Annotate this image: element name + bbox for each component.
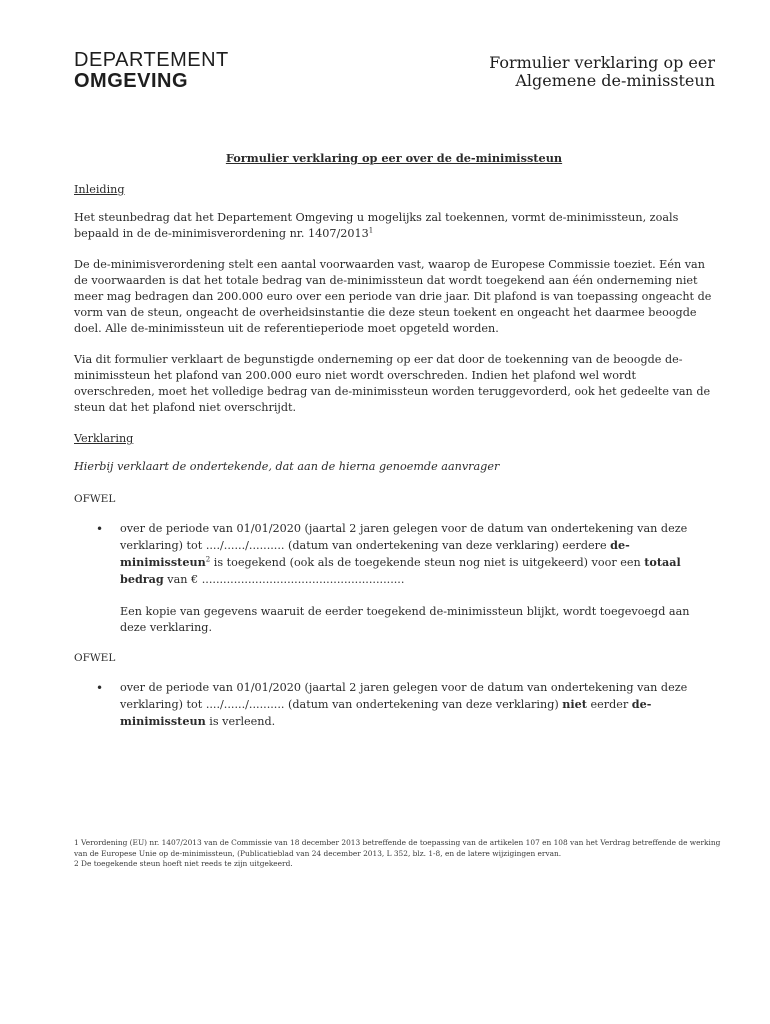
logo-line-department: DEPARTEMENT: [74, 49, 229, 71]
document-body: [74, 150, 714, 744]
option-2-text: [120, 680, 714, 730]
footnotes: [74, 838, 724, 870]
intro-paragraph-1: [74, 210, 714, 242]
option-2-part-a: over de periode van 01/01/2020 (jaartal 2 jaren gelegen voor de datum van ondertekening van deze verklaring) tot ..../....../.......... (datum van ondertekening van deze verklaring): [120, 681, 688, 711]
footnote-1: 1 Verordening (EU) nr. 1407/2013 van de Commissie van 18 december 2013 betreffende de toepassing van de artikelen 107 en 108 van het Verdrag betreffende de werking van de Europese Unie op de-minimissteun, (Publicatieblad van 24 december 2013, L 352, blz. 1-8, en de latere wijzigingen ervan.: [74, 838, 721, 858]
intro-paragraph-2: De de-minimisverordening stelt een aantal voorwaarden vast, waarop de Europese Commissie toeziet. Eén van de voorwaarden is dat het totale bedrag van de-minimissteun dat wordt toegekend aan één onderneming niet meer mag bedragen dan 200.000 euro over een periode van drie jaar. Dit plafond is van toepassing ongeacht de vorm van de steun, ongeacht de overheidsinstantie die deze steun toekent en ongeacht het daarmee beoogde doel. Alle de-minimissteun uit de referentieperiode moet opgeteld worden.: [74, 258, 712, 335]
option-2-bold-niet: niet: [562, 697, 587, 711]
option-1-amount-field: van € .........................................................: [163, 573, 405, 586]
intro-paragraph-3: Via dit formulier verklaart de begunstigde onderneming op eer dat door de toekenning van de beoogde de-minimissteun het plafond van 200.000 euro niet wordt overschreden. Indien het plafond wel wordt overschreden, moet het volledige bedrag van de-minimissteun worden teruggevorderd, ook het gedeelte van de steun dat het plafond niet overschrijdt.: [74, 353, 711, 414]
section-heading-verklaring: Verklaring: [74, 432, 134, 445]
logo-line-omgeving: OMGEVING: [74, 70, 189, 92]
footnote-2: 2 De toegekende steun hoeft niet reeds te zijn uitgekeerd.: [74, 859, 293, 868]
option-1-part-a: over de periode van 01/01/2020 (jaartal 2 jaren gelegen voor de datum van ondertekening van deze verklaring) tot ..../....../.......... (datum van ondertekening van deze verklaring) eerdere: [120, 522, 688, 552]
document-title-line2: Algemene de-minissteun: [515, 71, 715, 90]
footnote-ref-2: 2: [205, 555, 211, 564]
bullet-icon: •: [96, 522, 104, 536]
ofwel-label-2: OFWEL: [74, 652, 116, 664]
option-2-block: [74, 680, 714, 730]
bullet-icon: •: [96, 681, 104, 695]
main-heading: Formulier verklaring op eer over de de-minimissteun: [225, 151, 563, 165]
option-1-part-b: is toegekend (ook als de toegekende steun nog niet is uitgekeerd) voor een: [210, 556, 645, 569]
department-logo: [74, 50, 229, 92]
footnote-ref-1: 1: [368, 226, 374, 235]
declaration-intro: Hierbij verklaart de ondertekende, dat aan de hierna genoemde aanvrager: [74, 460, 500, 473]
ofwel-label-1: OFWEL: [74, 493, 116, 505]
option-1-block: [74, 521, 714, 636]
option-1-bold-deminimis: de-minimissteun: [120, 538, 630, 569]
document-title: [489, 54, 715, 90]
document-title-line1: Formulier verklaring op eer: [489, 53, 715, 72]
option-1-text: [120, 521, 714, 588]
option-2-part-b: eerder: [586, 698, 632, 711]
intro-paragraph-1-text: Het steunbedrag dat het Departement Omgeving u mogelijks zal toekennen, vormt de-minimissteun, zoals bepaald in de de-minimisverordening nr. 1407/2013: [74, 211, 679, 240]
option-1-bold-total: totaal bedrag: [120, 555, 681, 586]
option-2-part-c: is verleend.: [205, 715, 276, 728]
section-heading-inleiding: Inleiding: [74, 183, 125, 196]
option-2-bold-deminimis: de-minimissteun: [120, 697, 652, 728]
option-1-copy-note: Een kopie van gegevens waaruit de eerder toegekend de-minimissteun blijkt, wordt toegevoegd aan deze verklaring.: [120, 605, 690, 634]
